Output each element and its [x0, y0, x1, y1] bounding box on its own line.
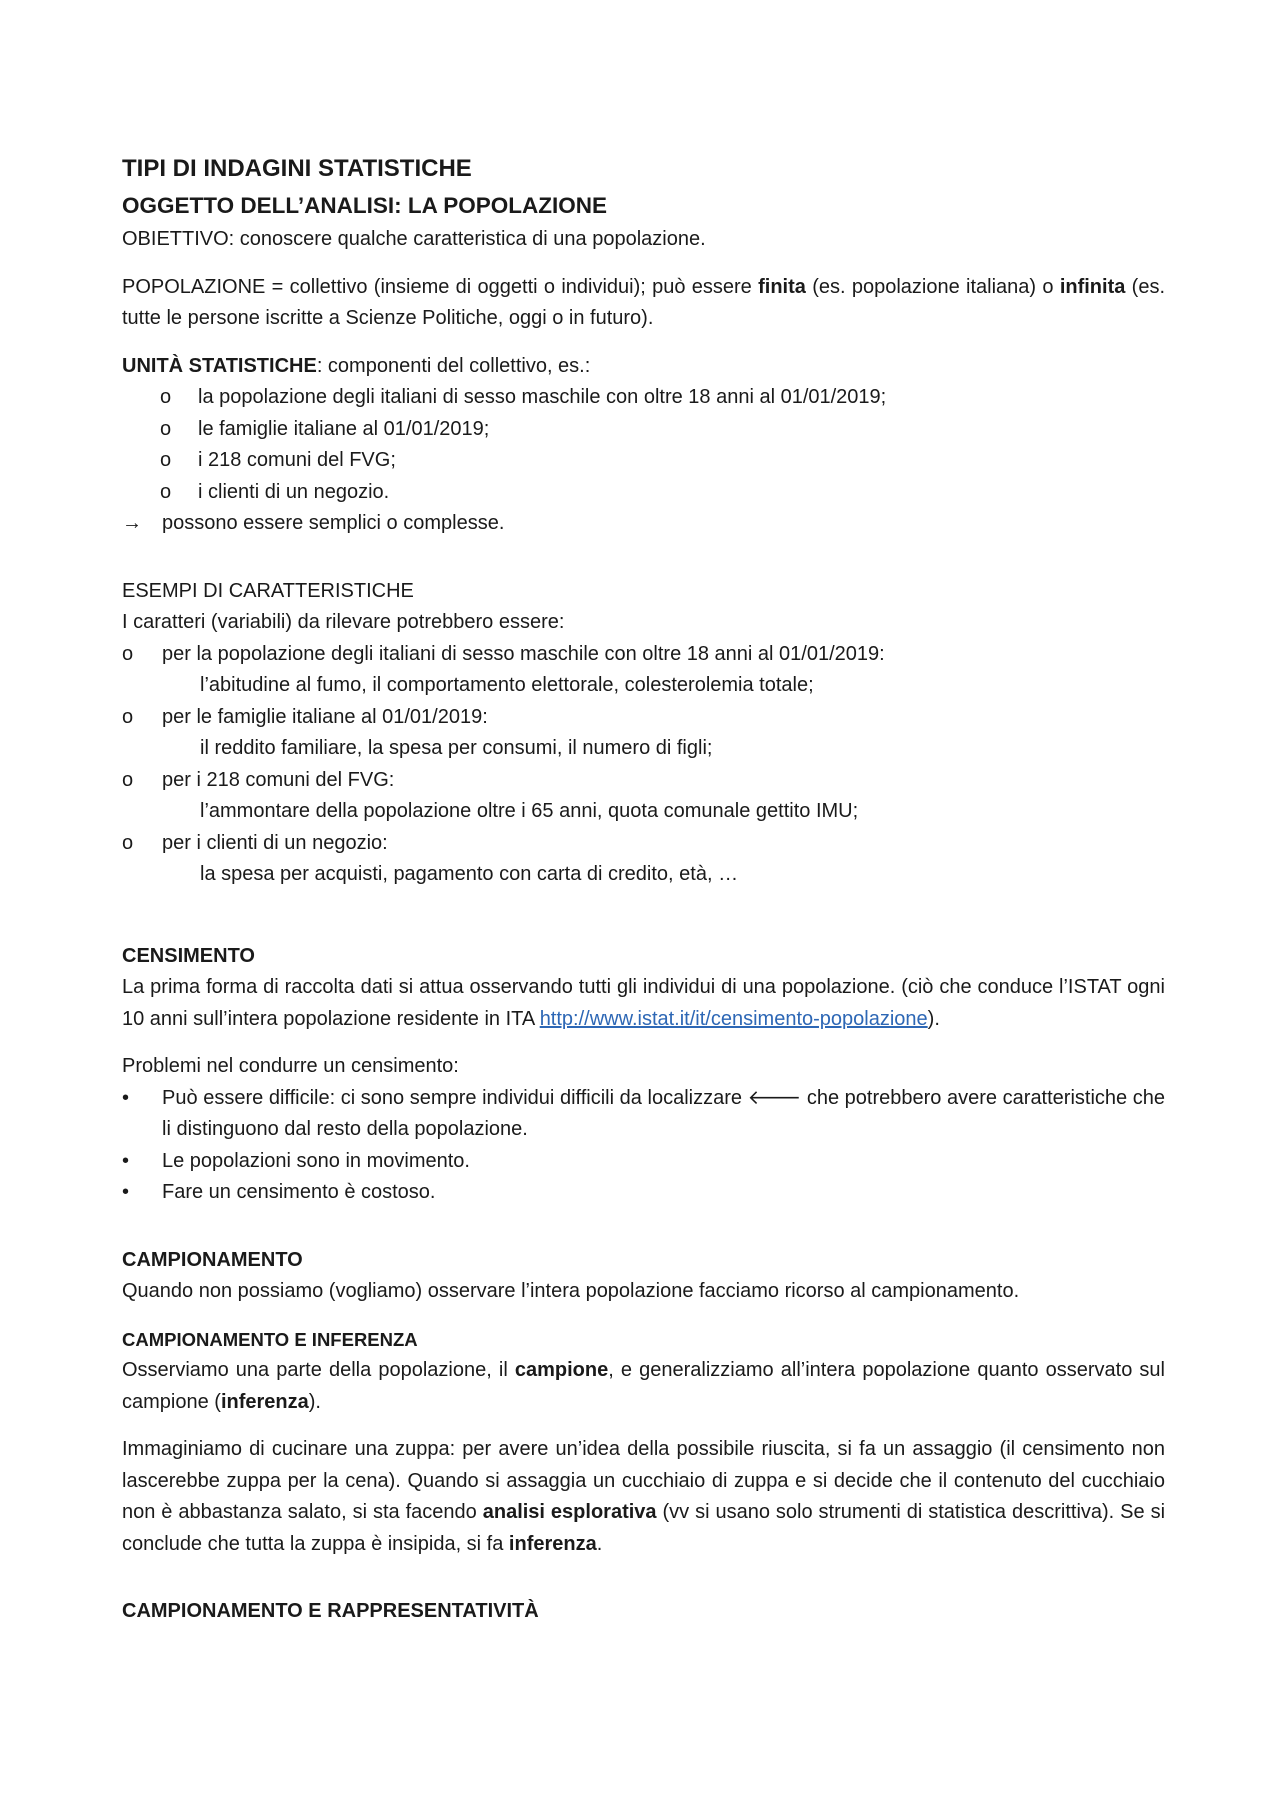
examples-intro: I caratteri (variabili) da rilevare potrebbero essere:	[122, 611, 565, 633]
list-item: o i 218 comuni del FVG;	[160, 449, 396, 471]
sampling-paragraph: Quando non possiamo (vogliamo) osservare l’intera popolazione facciamo ricorso al campionamento.	[122, 1280, 1020, 1302]
list-item: o la popolazione degli italiani di sesso maschile con oltre 18 anni al 01/01/2019;	[160, 386, 887, 408]
list-item: • Può essere difficile: ci sono sempre individui difficili da localizzare 🡐 che potrebbero avere caratteristiche che li distinguono dal resto della popolazione.	[122, 1086, 1165, 1140]
census-paragraph: La prima forma di raccolta dati si attua osservando tutti gli individui di una popolazione. (ciò che conduce l’ISTAT ogni 10 anni sull’intera popolazione residente in ITA http://www.istat.it/it/censimento-popolazione).	[122, 976, 1165, 1030]
list-item-detail: la spesa per acquisti, pagamento con carta di credito, età, …	[200, 863, 739, 885]
list-item: • Fare un censimento è costoso.	[122, 1181, 436, 1203]
section-heading-inference: CAMPIONAMENTO E INFERENZA	[122, 1328, 418, 1350]
examples-heading: ESEMPI DI CARATTERISTICHE	[122, 579, 414, 602]
list-item: o per i 218 comuni del FVG:	[122, 768, 395, 791]
section-heading-representativity: CAMPIONAMENTO E RAPPRESENTATIVITÀ	[122, 1600, 539, 1622]
list-item: o i clienti di un negozio.	[160, 480, 390, 503]
section-heading-sampling: CAMPIONAMENTO	[122, 1248, 303, 1271]
units-list	[122, 382, 1165, 508]
list-item: • Le popolazioni sono in movimento.	[122, 1149, 470, 1172]
section-heading-population: OGGETTO DELL’ANALISI: LA POPOLAZIONE	[122, 193, 608, 218]
units-arrow-note: → possono essere semplici o complesse.	[122, 508, 1165, 540]
soup-paragraph: Immaginiamo di cucinare una zuppa: per avere un’idea della possibile riuscita, si fa un assaggio (il censimento non lascerebbe zuppa per la cena). Quando si assaggia un cucchiaio di zuppa e si decide che il contenuto del cucchiaio non è abbastanza salato, si sta facendo analisi esplorativa (vv si usano solo strumenti di statistica descrittiva). Se si conclude che tutta la zuppa è insipida, si fa inferenza.	[122, 1438, 1166, 1555]
examples-list	[122, 639, 1165, 891]
list-item-detail: l’abitudine al fumo, il comportamento elettorale, colesterolemia totale;	[200, 674, 814, 696]
arrow-right-icon: →	[122, 512, 142, 534]
inference-paragraph: Osserviamo una parte della popolazione, il campione, e generalizziamo all’intera popolazione quanto osservato sul campione (inferenza).	[122, 1359, 1165, 1413]
census-problems-list	[122, 1083, 1165, 1209]
section-heading-census: CENSIMENTO	[122, 944, 255, 967]
list-item: o per i clienti di un negozio:	[122, 831, 388, 854]
census-problems-intro: Problemi nel condurre un censimento:	[122, 1055, 459, 1077]
units-intro: UNITÀ STATISTICHE: componenti del collettivo, es.:	[122, 354, 591, 377]
list-item: o per le famiglie italiane al 01/01/2019:	[122, 705, 488, 728]
list-item-detail: l’ammontare della popolazione oltre i 65 anni, quota comunale gettito IMU;	[200, 800, 859, 822]
objective-text: OBIETTIVO: conoscere qualche caratteristica di una popolazione.	[122, 228, 706, 250]
document-page	[122, 150, 1165, 1628]
list-item: o le famiglie italiane al 01/01/2019;	[160, 417, 490, 440]
population-paragraph: POPOLAZIONE = collettivo (insieme di oggetti o individui); può essere finita (es. popolazione italiana) o infinita (es. tutte le persone iscritte a Scienze Politiche, oggi o in futuro).	[122, 275, 1166, 329]
list-item: o per la popolazione degli italiani di sesso maschile con oltre 18 anni al 01/01/2019:	[122, 642, 885, 665]
units-label: UNITÀ STATISTICHE	[122, 354, 317, 377]
list-item-detail: il reddito familiare, la spesa per consumi, il numero di figli;	[200, 737, 713, 759]
document-title: TIPI DI INDAGINI STATISTICHE	[122, 155, 472, 182]
census-link[interactable]: http://www.istat.it/it/censimento-popolazione	[539, 1007, 928, 1030]
